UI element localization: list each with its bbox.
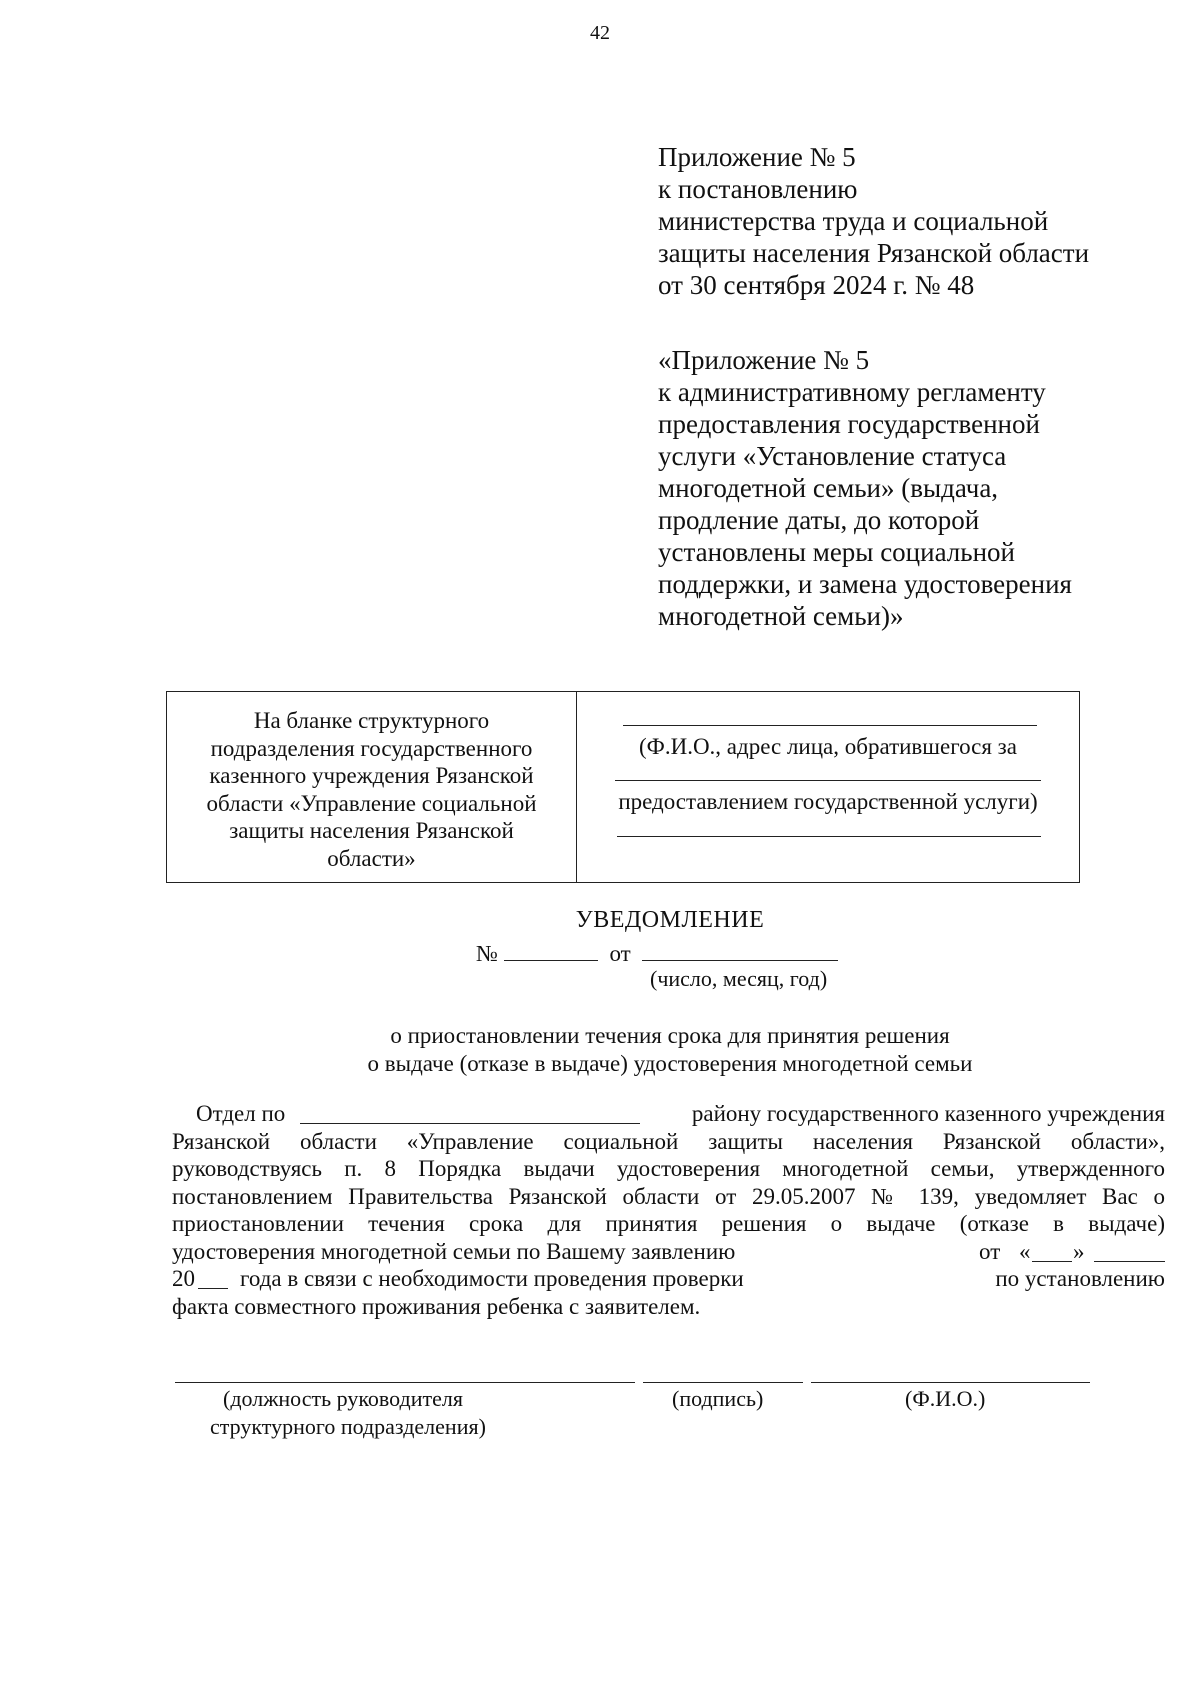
appendix-quoted-line: предоставления государственной — [658, 409, 1040, 439]
body-line — [172, 1266, 1165, 1294]
notice-date-field[interactable] — [642, 938, 838, 961]
appendix-quoted-line: многодетной семьи)» — [658, 601, 904, 631]
appendix-header — [658, 141, 1089, 301]
body-text: району государственного казенного учреждения — [691, 1101, 1165, 1126]
notice-number-row — [476, 938, 838, 967]
from-label: от — [609, 941, 631, 966]
appendix-quoted-line: многодетной семьи» (выдача, — [658, 473, 999, 503]
body-line — [172, 1239, 1165, 1267]
body-line — [172, 1101, 1165, 1129]
application-year-field[interactable] — [198, 1268, 228, 1289]
signature-caption: (подпись) — [672, 1386, 764, 1411]
appendix-quoted-line: «Приложение № 5 — [658, 345, 870, 375]
letterhead-line: На бланке структурного — [253, 708, 490, 733]
appendix-quoted-line: установлены меры социальной — [658, 537, 1015, 567]
position-caption: (должность руководителя — [223, 1386, 463, 1411]
date-caption: (число, месяц, год) — [650, 966, 828, 991]
appendix-header-line: министерства труда и социальной — [658, 206, 1049, 236]
appendix-quoted-line: продление даты, до которой — [658, 505, 980, 535]
position-signature-line[interactable] — [175, 1382, 635, 1383]
letterhead-line: области» — [327, 845, 416, 871]
recipient-line-3[interactable] — [617, 836, 1041, 837]
table-divider — [576, 692, 577, 882]
notice-title: УВЕДОМЛЕНИЕ — [575, 907, 765, 933]
letterhead-line: защиты населения Рязанской — [229, 818, 514, 843]
appendix-quoted — [658, 344, 1072, 632]
page-number: 42 — [590, 22, 610, 44]
notice-subject-line: о приостановлении течения срока для принятия решения — [390, 1023, 950, 1048]
position-caption: структурного подразделения) — [210, 1414, 486, 1439]
appendix-header-line: от 30 сентября 2024 г. № 48 — [658, 270, 975, 300]
body-line: постановлением Правительства Рязанской области от 29.05.2007 № 139, уведомляет Вас о — [172, 1183, 1165, 1209]
notice-subject-line: о выдаче (отказе в выдаче) удостоверения многодетной семьи — [367, 1051, 973, 1076]
body-line: факта совместного проживания ребенка с заявителем. — [172, 1293, 701, 1319]
appendix-quoted-line: к административному регламенту — [658, 377, 1046, 407]
body-text: удостоверения многодетной семьи по Вашему заявлению — [172, 1238, 736, 1264]
letterhead-line: казенного учреждения Рязанской — [209, 763, 534, 788]
appendix-quoted-line: поддержки, и замена удостоверения — [658, 569, 1072, 599]
recipient-caption-2: предоставлением государственной услуги) — [618, 789, 1038, 814]
body-text: « — [1019, 1238, 1031, 1264]
appendix-header-line: Приложение № 5 — [658, 142, 856, 172]
letterhead-line: подразделения государственного — [210, 735, 533, 761]
body-text: » — [1073, 1238, 1085, 1264]
name-signature-line[interactable] — [811, 1382, 1090, 1383]
body-text: Отдел по — [196, 1101, 286, 1126]
number-label: № — [476, 941, 498, 966]
appendix-header-line: защиты населения Рязанской области — [658, 238, 1090, 268]
appendix-header-line: к постановлению — [658, 174, 858, 204]
header-form-table — [166, 691, 1080, 883]
application-month-field[interactable] — [1094, 1241, 1165, 1262]
letterhead-line: области «Управление социальной — [206, 790, 537, 816]
body-text: от — [979, 1238, 1001, 1264]
body-line: приостановлении течения срока для принятия решения о выдаче (отказе в выдаче) — [172, 1211, 1165, 1236]
body-text: года в связи с необходимости проведения проверки — [240, 1266, 744, 1291]
notice-number-field[interactable] — [504, 938, 598, 961]
recipient-caption-1: (Ф.И.О., адрес лица, обратившегося за — [639, 734, 1017, 759]
body-text: 20 — [172, 1266, 195, 1291]
appendix-quoted-line: услуги «Установление статуса — [658, 441, 1007, 471]
application-day-field[interactable] — [1032, 1241, 1072, 1262]
body-line: руководствуясь п. 8 Порядка выдачи удостоверения многодетной семьи, утвержденного — [172, 1156, 1165, 1181]
notice-body — [172, 1101, 1165, 1321]
recipient-line-1[interactable] — [623, 725, 1037, 726]
name-caption: (Ф.И.О.) — [905, 1386, 986, 1411]
body-text: по установлению — [995, 1266, 1165, 1291]
recipient-line-2[interactable] — [615, 780, 1041, 781]
district-field[interactable] — [300, 1103, 640, 1124]
body-line: Рязанской области «Управление социальной защиты населения Рязанской области», — [172, 1128, 1165, 1154]
signature-line[interactable] — [643, 1382, 803, 1383]
letterhead-cell — [167, 707, 576, 872]
